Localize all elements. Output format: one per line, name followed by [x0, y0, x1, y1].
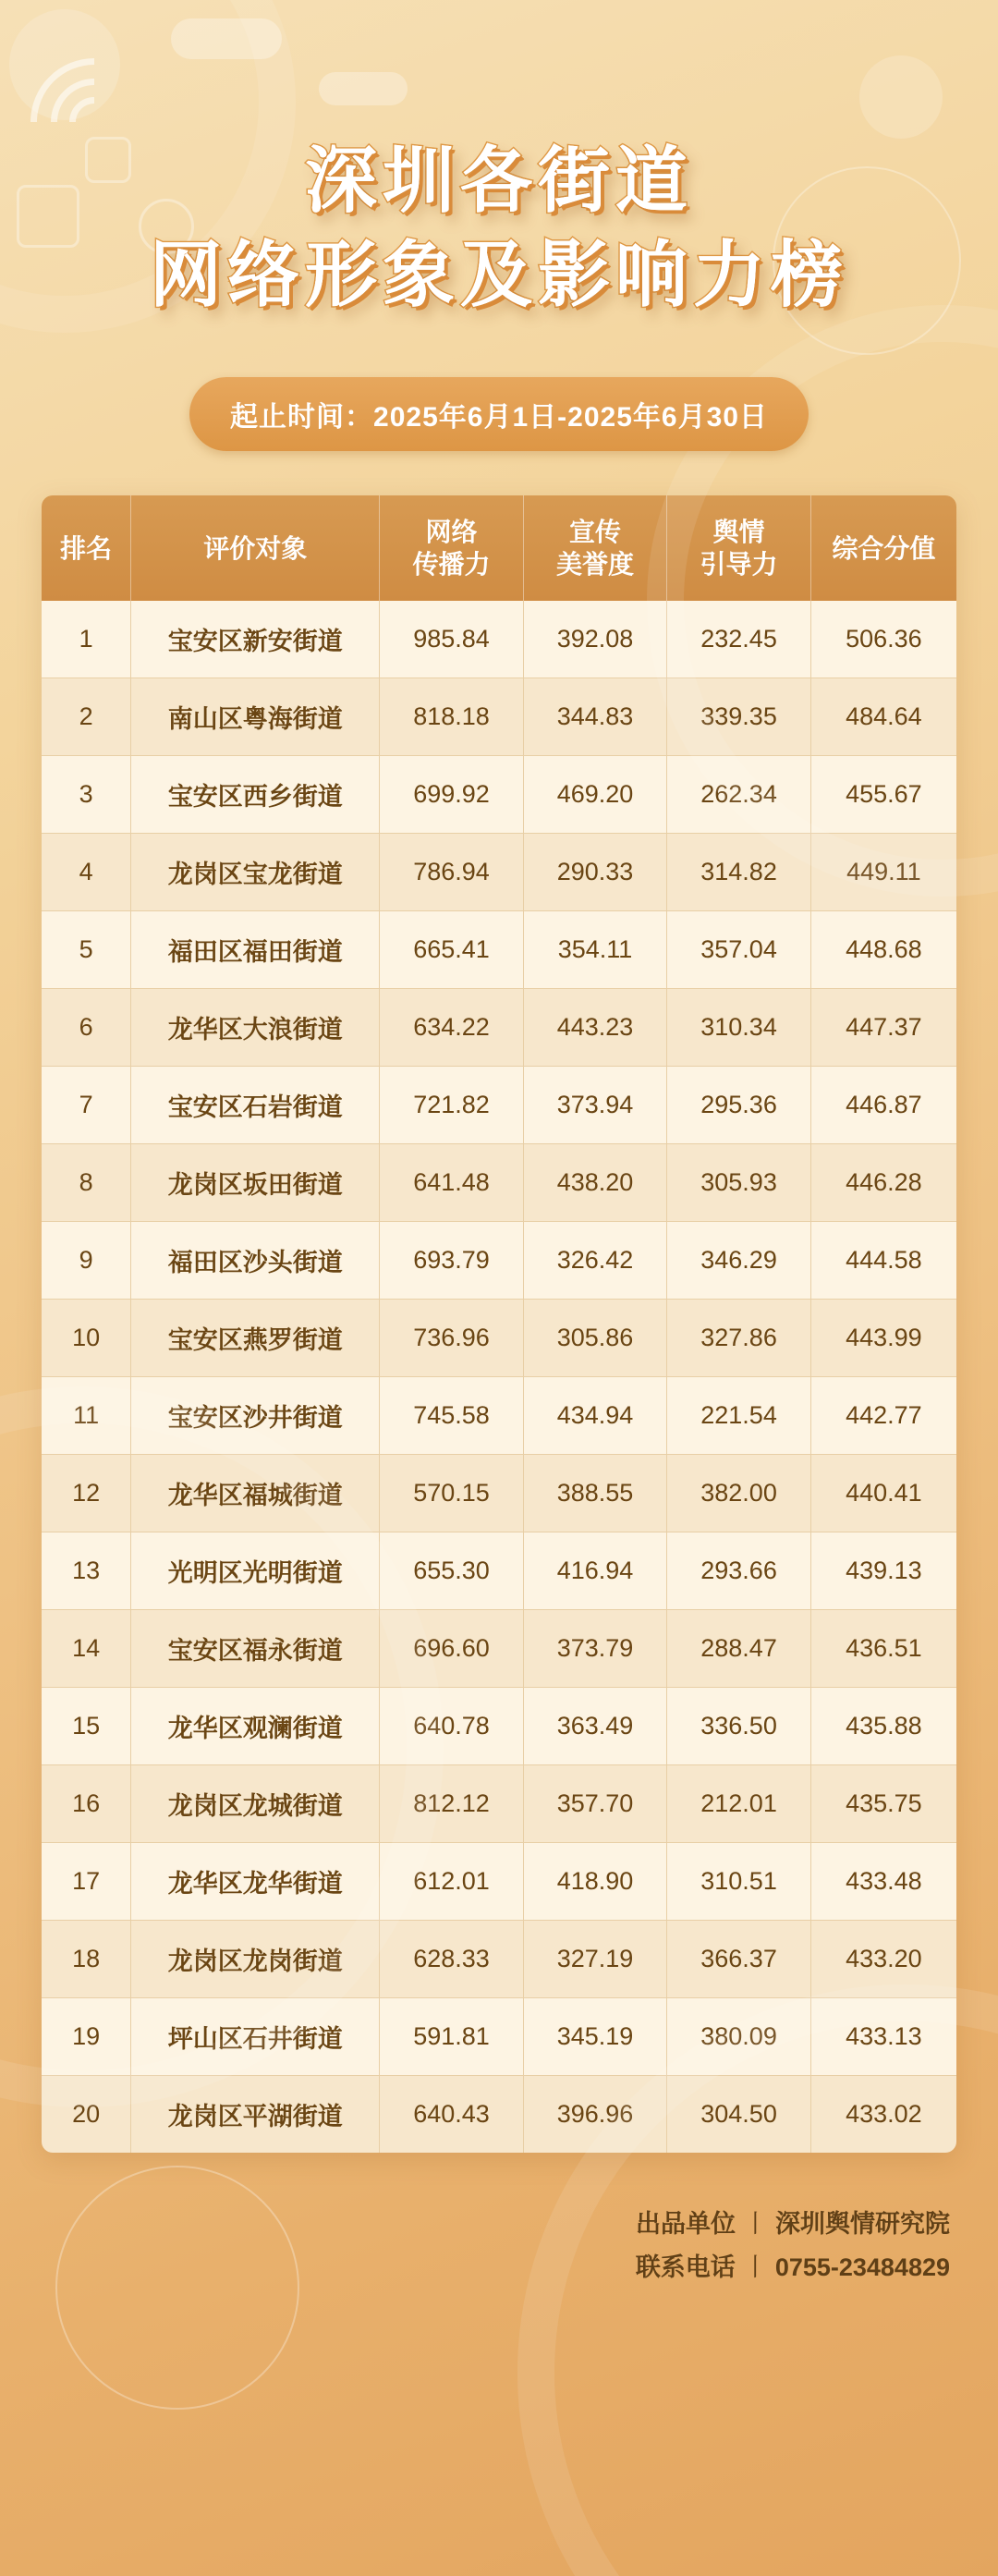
cell-reputation: 392.08: [523, 601, 667, 678]
cell-rank: 17: [42, 1843, 131, 1921]
column-header-spread-line2: 传播力: [412, 550, 491, 580]
cell-total: 433.13: [810, 1998, 956, 2076]
cell-total: 433.02: [810, 2076, 956, 2154]
cell-total: 449.11: [810, 834, 956, 911]
cell-object: 龙华区大浪街道: [131, 989, 380, 1067]
cell-reputation: 357.70: [523, 1765, 667, 1843]
cell-object: 龙岗区平湖街道: [131, 2076, 380, 2154]
table-row: [42, 1610, 956, 1688]
cell-object: 宝安区福永街道: [131, 1610, 380, 1688]
table-row: [42, 834, 956, 911]
cell-guidance: 336.50: [667, 1688, 811, 1765]
phone-value: 0755-23484829: [774, 2253, 950, 2282]
cell-reputation: 354.11: [523, 911, 667, 989]
cell-spread: 745.58: [380, 1377, 524, 1455]
table-body: [42, 601, 956, 2153]
cell-total: 448.68: [810, 911, 956, 989]
table-row: [42, 911, 956, 989]
cell-reputation: 434.94: [523, 1377, 667, 1455]
cell-object: 福田区沙头街道: [131, 1222, 380, 1300]
cell-reputation: 416.94: [523, 1532, 667, 1610]
cell-guidance: 310.51: [667, 1843, 811, 1921]
cell-rank: 1: [42, 601, 131, 678]
table-row: [42, 1921, 956, 1998]
cell-spread: 812.12: [380, 1765, 524, 1843]
cell-spread: 570.15: [380, 1455, 524, 1532]
cell-object: 龙岗区宝龙街道: [131, 834, 380, 911]
cell-reputation: 396.96: [523, 2076, 667, 2154]
cell-object: 龙华区福城街道: [131, 1455, 380, 1532]
cell-guidance: 357.04: [667, 911, 811, 989]
cell-reputation: 290.33: [523, 834, 667, 911]
cell-guidance: 346.29: [667, 1222, 811, 1300]
cell-rank: 16: [42, 1765, 131, 1843]
cell-total: 446.28: [810, 1144, 956, 1222]
cell-spread: 665.41: [380, 911, 524, 989]
cell-reputation: 373.79: [523, 1610, 667, 1688]
table-row: [42, 1300, 956, 1377]
cell-object: 宝安区西乡街道: [131, 756, 380, 834]
table-row: [42, 1843, 956, 1921]
cell-total: 435.88: [810, 1688, 956, 1765]
cell-reputation: 373.94: [523, 1067, 667, 1144]
cell-spread: 721.82: [380, 1067, 524, 1144]
column-header-spread: [380, 495, 524, 601]
table-header: [42, 495, 956, 601]
cell-rank: 20: [42, 2076, 131, 2154]
cell-total: 433.48: [810, 1843, 956, 1921]
page-title-line-1: 深圳各街道: [304, 140, 693, 223]
cell-guidance: 380.09: [667, 1998, 811, 2076]
producer-label: 出品单位: [636, 2210, 736, 2239]
poster-footer: [0, 2203, 950, 2290]
cell-rank: 5: [42, 911, 131, 989]
cell-spread: 655.30: [380, 1532, 524, 1610]
table-header-row: [42, 495, 956, 601]
column-header-spread-line1: 网络: [425, 518, 478, 547]
cell-spread: 640.43: [380, 2076, 524, 2154]
cell-total: 440.41: [810, 1455, 956, 1532]
cell-total: 433.20: [810, 1921, 956, 1998]
cell-guidance: 288.47: [667, 1610, 811, 1688]
producer-value: 深圳舆情研究院: [775, 2210, 950, 2239]
cell-guidance: 310.34: [667, 989, 811, 1067]
cell-reputation: 418.90: [523, 1843, 667, 1921]
phone-line: [0, 2246, 950, 2289]
cell-reputation: 443.23: [523, 989, 667, 1067]
cell-total: 443.99: [810, 1300, 956, 1377]
column-header-reputation: [523, 495, 667, 601]
table-row: [42, 1067, 956, 1144]
cell-total: 439.13: [810, 1532, 956, 1610]
cell-guidance: 339.35: [667, 678, 811, 756]
producer-line: [0, 2203, 950, 2246]
cell-object: 宝安区燕罗街道: [131, 1300, 380, 1377]
page-title-line-2: 网络形象及影响力榜: [149, 234, 848, 318]
cell-total: 444.58: [810, 1222, 956, 1300]
cell-rank: 13: [42, 1532, 131, 1610]
cell-total: 506.36: [810, 601, 956, 678]
cell-total: 446.87: [810, 1067, 956, 1144]
phone-label: 联系电话: [635, 2253, 736, 2282]
table-row: [42, 1998, 956, 2076]
cell-guidance: 304.50: [667, 2076, 811, 2154]
cell-rank: 8: [42, 1144, 131, 1222]
cell-spread: 641.48: [380, 1144, 524, 1222]
ranking-table-container: [42, 495, 956, 2153]
cell-object: 龙岗区龙城街道: [131, 1765, 380, 1843]
column-header-object: 评价对象: [131, 495, 380, 601]
ranking-table: [42, 495, 956, 2153]
cell-guidance: 221.54: [667, 1377, 811, 1455]
cell-object: 龙岗区龙岗街道: [131, 1921, 380, 1998]
cell-reputation: 305.86: [523, 1300, 667, 1377]
date-range-badge: 起止时间：2025年6月1日-2025年6月30日: [189, 377, 809, 451]
cell-guidance: 295.36: [667, 1067, 811, 1144]
cell-rank: 15: [42, 1688, 131, 1765]
cell-spread: 640.78: [380, 1688, 524, 1765]
cell-reputation: 327.19: [523, 1921, 667, 1998]
table-row: [42, 1222, 956, 1300]
cell-object: 龙岗区坂田街道: [131, 1144, 380, 1222]
cell-object: 宝安区新安街道: [131, 601, 380, 678]
column-header-total: 综合分值: [810, 495, 956, 601]
cell-reputation: 469.20: [523, 756, 667, 834]
table-row: [42, 601, 956, 678]
column-header-reputation-line2: 美誉度: [556, 550, 635, 580]
cell-rank: 7: [42, 1067, 131, 1144]
column-header-guidance-line2: 引导力: [700, 550, 778, 580]
cell-reputation: 344.83: [523, 678, 667, 756]
cell-spread: 591.81: [380, 1998, 524, 2076]
poster-header: [0, 0, 998, 451]
cell-rank: 2: [42, 678, 131, 756]
cell-total: 447.37: [810, 989, 956, 1067]
cell-object: 南山区粤海街道: [131, 678, 380, 756]
cell-guidance: 232.45: [667, 601, 811, 678]
cell-rank: 19: [42, 1998, 131, 2076]
cell-total: 455.67: [810, 756, 956, 834]
cell-reputation: 388.55: [523, 1455, 667, 1532]
table-row: [42, 756, 956, 834]
cell-object: 光明区光明街道: [131, 1532, 380, 1610]
producer-separator: 丨: [743, 2210, 768, 2239]
cell-guidance: 314.82: [667, 834, 811, 911]
cell-guidance: 327.86: [667, 1300, 811, 1377]
cell-spread: 818.18: [380, 678, 524, 756]
table-row: [42, 1377, 956, 1455]
cell-object: 宝安区石岩街道: [131, 1067, 380, 1144]
cell-rank: 12: [42, 1455, 131, 1532]
cell-guidance: 382.00: [667, 1455, 811, 1532]
column-header-reputation-line1: 宣传: [569, 518, 622, 547]
cell-reputation: 363.49: [523, 1688, 667, 1765]
cell-spread: 612.01: [380, 1843, 524, 1921]
cell-rank: 11: [42, 1377, 131, 1455]
table-row: [42, 989, 956, 1067]
table-row: [42, 1765, 956, 1843]
cell-rank: 4: [42, 834, 131, 911]
cell-total: 484.64: [810, 678, 956, 756]
cell-total: 435.75: [810, 1765, 956, 1843]
cell-rank: 14: [42, 1610, 131, 1688]
cell-rank: 6: [42, 989, 131, 1067]
cell-object: 宝安区沙井街道: [131, 1377, 380, 1455]
table-row: [42, 1532, 956, 1610]
cell-spread: 696.60: [380, 1610, 524, 1688]
cell-rank: 9: [42, 1222, 131, 1300]
cell-rank: 10: [42, 1300, 131, 1377]
table-row: [42, 1455, 956, 1532]
cell-rank: 3: [42, 756, 131, 834]
cell-spread: 985.84: [380, 601, 524, 678]
column-header-guidance: [667, 495, 811, 601]
cell-object: 福田区福田街道: [131, 911, 380, 989]
cell-spread: 736.96: [380, 1300, 524, 1377]
cell-total: 436.51: [810, 1610, 956, 1688]
table-row: [42, 1688, 956, 1765]
cell-total: 442.77: [810, 1377, 956, 1455]
table-row: [42, 1144, 956, 1222]
cell-object: 坪山区石井街道: [131, 1998, 380, 2076]
cell-object: 龙华区观澜街道: [131, 1688, 380, 1765]
cell-guidance: 212.01: [667, 1765, 811, 1843]
cell-guidance: 293.66: [667, 1532, 811, 1610]
cell-guidance: 366.37: [667, 1921, 811, 1998]
cell-spread: 628.33: [380, 1921, 524, 1998]
cell-object: 龙华区龙华街道: [131, 1843, 380, 1921]
cell-spread: 786.94: [380, 834, 524, 911]
cell-reputation: 438.20: [523, 1144, 667, 1222]
table-row: [42, 678, 956, 756]
cell-guidance: 305.93: [667, 1144, 811, 1222]
cell-spread: 699.92: [380, 756, 524, 834]
cell-reputation: 326.42: [523, 1222, 667, 1300]
table-row: [42, 2076, 956, 2154]
cell-guidance: 262.34: [667, 756, 811, 834]
cell-reputation: 345.19: [523, 1998, 667, 2076]
column-header-guidance-line1: 舆情: [712, 518, 765, 547]
cell-spread: 634.22: [380, 989, 524, 1067]
phone-separator: 丨: [742, 2253, 768, 2282]
column-header-rank: 排名: [42, 495, 131, 601]
cell-spread: 693.79: [380, 1222, 524, 1300]
cell-rank: 18: [42, 1921, 131, 1998]
